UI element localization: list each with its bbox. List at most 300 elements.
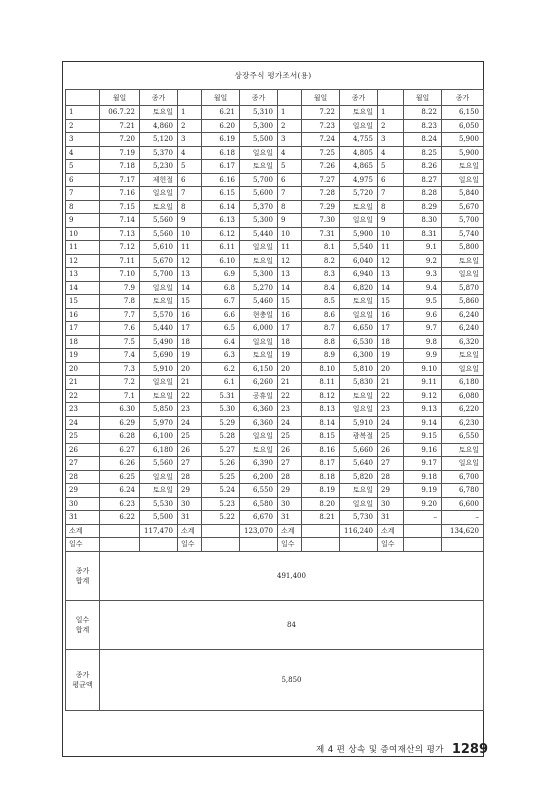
date-cell: 6.18 (202, 146, 240, 160)
days-label: 일수 (178, 538, 202, 552)
page-footer (316, 738, 488, 760)
blank-cell (302, 538, 340, 552)
day-number-cell: 7 (378, 187, 404, 201)
price-cell: 6,300 (340, 349, 378, 363)
day-number-cell: 19 (278, 349, 302, 363)
date-cell: 8.17 (302, 457, 340, 471)
day-number-cell: 20 (178, 362, 202, 376)
price-cell: 5,870 (442, 281, 484, 295)
day-number-cell: 2 (278, 119, 302, 133)
price-cell: 5,970 (140, 416, 178, 430)
day-number-cell: 9 (378, 214, 404, 228)
date-cell: 7.3 (100, 362, 140, 376)
day-number-cell: 15 (278, 295, 302, 309)
day-number-cell: 29 (178, 484, 202, 498)
price-cell: 5,460 (240, 295, 278, 309)
price-cell: 6,260 (240, 376, 278, 390)
date-cell: 6.5 (202, 322, 240, 336)
day-number-cell: 30 (178, 497, 202, 511)
day-number-cell: 20 (278, 362, 302, 376)
subtotal-value: 134,620 (442, 524, 484, 538)
table-row (66, 470, 484, 484)
day-number-cell: 25 (278, 430, 302, 444)
price-cell: 6,390 (240, 457, 278, 471)
day-number-cell: 1 (378, 106, 404, 120)
date-cell: 7.15 (100, 200, 140, 214)
day-number-cell: 30 (66, 497, 100, 511)
day-number-cell: 6 (178, 173, 202, 187)
day-number-cell: 26 (178, 443, 202, 457)
day-number-cell: 8 (278, 200, 302, 214)
date-cell: 8.9 (302, 349, 340, 363)
summary-value: 5,850 (100, 649, 484, 710)
price-cell: 5,570 (140, 308, 178, 322)
date-cell: 8.29 (404, 200, 442, 214)
price-cell: – (442, 511, 484, 525)
table-row (66, 214, 484, 228)
date-cell: 9.11 (404, 376, 442, 390)
date-cell: 7.6 (100, 322, 140, 336)
day-number-cell: 22 (378, 389, 404, 403)
days-label: 일수 (278, 538, 302, 552)
price-cell: 5,910 (340, 416, 378, 430)
date-cell: 5.31 (202, 389, 240, 403)
day-number-cell: 14 (66, 281, 100, 295)
day-number-cell: 11 (378, 241, 404, 255)
header-blank (378, 90, 404, 106)
day-number-cell: 14 (378, 281, 404, 295)
date-cell: 8.4 (302, 281, 340, 295)
price-cell: 일요일 (340, 119, 378, 133)
header-date: 월일 (100, 90, 140, 106)
table-row (66, 241, 484, 255)
date-cell: 9.5 (404, 295, 442, 309)
page-number: 1289 (451, 741, 488, 757)
date-cell: 8.16 (302, 443, 340, 457)
date-cell: 8.23 (404, 119, 442, 133)
header-price: 종가 (240, 90, 278, 106)
day-number-cell: 25 (378, 430, 404, 444)
date-cell: 9.19 (404, 484, 442, 498)
date-cell: 7.23 (302, 119, 340, 133)
date-cell: 6.23 (100, 497, 140, 511)
date-cell: 9.8 (404, 335, 442, 349)
day-number-cell: 3 (178, 133, 202, 147)
day-number-cell: 10 (66, 227, 100, 241)
date-cell: 6.12 (202, 227, 240, 241)
day-number-cell: 17 (278, 322, 302, 336)
blank-cell (302, 524, 340, 538)
table-row (66, 430, 484, 444)
subtotal-label: 소계 (178, 524, 202, 538)
day-number-cell: 25 (178, 430, 202, 444)
price-cell: 6,200 (240, 470, 278, 484)
blank-cell (404, 524, 442, 538)
summary-row (66, 600, 484, 649)
date-cell: 7.21 (100, 119, 140, 133)
price-cell: 6,700 (442, 470, 484, 484)
date-cell: 8.7 (302, 322, 340, 336)
date-cell: 7.24 (302, 133, 340, 147)
table-row (66, 227, 484, 241)
date-cell: 9.17 (404, 457, 442, 471)
table-row (66, 362, 484, 376)
price-cell: 6,670 (240, 511, 278, 525)
day-number-cell: 17 (178, 322, 202, 336)
date-cell: 8.22 (404, 106, 442, 120)
day-number-cell: 24 (66, 416, 100, 430)
day-number-cell: 12 (178, 254, 202, 268)
day-number-cell: 2 (66, 119, 100, 133)
price-cell: 6,820 (340, 281, 378, 295)
day-number-cell: 29 (66, 484, 100, 498)
date-cell: 8.26 (404, 160, 442, 174)
days-label: 일수 (378, 538, 404, 552)
day-number-cell: 14 (178, 281, 202, 295)
price-cell: 6,220 (442, 403, 484, 417)
summary-row (66, 649, 484, 710)
table-row (66, 416, 484, 430)
day-number-cell: 16 (178, 308, 202, 322)
date-cell: 5.28 (202, 430, 240, 444)
subtotal-label: 소계 (66, 524, 100, 538)
price-cell: 현충일 (240, 308, 278, 322)
price-cell: 일요일 (442, 173, 484, 187)
table-row (66, 295, 484, 309)
price-cell: 5,300 (240, 119, 278, 133)
day-number-cell: 29 (378, 484, 404, 498)
date-cell: 6.14 (202, 200, 240, 214)
price-cell: 토요일 (340, 389, 378, 403)
table-row (66, 119, 484, 133)
date-cell: 7.5 (100, 335, 140, 349)
date-cell: 6.21 (202, 106, 240, 120)
day-number-cell: 6 (278, 173, 302, 187)
day-number-cell: 20 (378, 362, 404, 376)
date-cell: 9.10 (404, 362, 442, 376)
date-cell: 7.13 (100, 227, 140, 241)
price-cell: 토요일 (442, 349, 484, 363)
price-cell: 6,180 (140, 443, 178, 457)
date-cell: 5.22 (202, 511, 240, 525)
day-number-cell: 16 (278, 308, 302, 322)
price-cell: 토요일 (340, 106, 378, 120)
table-row (66, 146, 484, 160)
price-cell: 5,230 (140, 160, 178, 174)
summary-label: 일수 합계 (66, 600, 100, 649)
day-number-cell: 6 (378, 173, 404, 187)
day-number-cell: 30 (378, 497, 404, 511)
date-cell: 7.7 (100, 308, 140, 322)
summary-label: 종가 합계 (66, 551, 100, 600)
date-cell: 7.19 (100, 146, 140, 160)
price-cell: 일요일 (442, 362, 484, 376)
blank-cell (442, 538, 484, 552)
date-cell: 8.11 (302, 376, 340, 390)
price-cell: 토요일 (140, 295, 178, 309)
table-row (66, 281, 484, 295)
date-cell: 7.14 (100, 214, 140, 228)
date-cell: 5.25 (202, 470, 240, 484)
day-number-cell: 21 (278, 376, 302, 390)
day-number-cell: 24 (278, 416, 302, 430)
price-cell: 5,560 (140, 214, 178, 228)
header-price: 종가 (140, 90, 178, 106)
date-cell: 8.24 (404, 133, 442, 147)
date-cell: 8.21 (302, 511, 340, 525)
date-cell: 8.13 (302, 403, 340, 417)
day-number-cell: 5 (378, 160, 404, 174)
summary-value: 491,400 (100, 551, 484, 600)
price-cell: 5,120 (140, 133, 178, 147)
day-number-cell: 31 (278, 511, 302, 525)
day-number-cell: 23 (178, 403, 202, 417)
price-cell: 5,700 (442, 214, 484, 228)
price-cell: 6,580 (240, 497, 278, 511)
price-cell: 4,860 (140, 119, 178, 133)
date-cell: 7.4 (100, 349, 140, 363)
price-cell: 토요일 (140, 106, 178, 120)
price-cell: 6,780 (442, 484, 484, 498)
price-cell: 6,180 (442, 376, 484, 390)
price-cell: 6,360 (240, 416, 278, 430)
day-number-cell: 5 (278, 160, 302, 174)
price-cell: 6,360 (240, 403, 278, 417)
day-number-cell: 16 (378, 308, 404, 322)
price-cell: 5,440 (240, 227, 278, 241)
price-cell: 6,240 (442, 308, 484, 322)
day-number-cell: 27 (278, 457, 302, 471)
date-cell: 6.7 (202, 295, 240, 309)
price-cell: 5,270 (240, 281, 278, 295)
day-number-cell: 7 (278, 187, 302, 201)
header-blank (66, 90, 100, 106)
price-cell: 일요일 (340, 497, 378, 511)
day-number-cell: 13 (178, 268, 202, 282)
price-cell: 일요일 (140, 187, 178, 201)
day-number-cell: 9 (178, 214, 202, 228)
price-cell: 토요일 (442, 254, 484, 268)
date-cell: 9.13 (404, 403, 442, 417)
price-cell: 4,755 (340, 133, 378, 147)
day-number-cell: 4 (178, 146, 202, 160)
table-row (66, 133, 484, 147)
date-cell: 5.30 (202, 403, 240, 417)
date-cell: 8.28 (404, 187, 442, 201)
day-number-cell: 6 (66, 173, 100, 187)
price-cell: 일요일 (442, 268, 484, 282)
blank-cell (404, 538, 442, 552)
date-cell: 6.4 (202, 335, 240, 349)
price-cell: 6,150 (240, 362, 278, 376)
date-cell: 6.15 (202, 187, 240, 201)
day-number-cell: 19 (178, 349, 202, 363)
header-date: 월일 (404, 90, 442, 106)
table-row (66, 403, 484, 417)
price-cell: 6,040 (340, 254, 378, 268)
date-cell: 6.22 (100, 511, 140, 525)
price-cell: 5,910 (140, 362, 178, 376)
date-cell: 9.12 (404, 389, 442, 403)
price-cell: 5,500 (140, 511, 178, 525)
price-cell: 일요일 (340, 308, 378, 322)
day-number-cell: 29 (278, 484, 302, 498)
price-cell: 5,800 (442, 241, 484, 255)
price-cell: 5,640 (340, 457, 378, 471)
price-cell: 5,300 (240, 268, 278, 282)
chapter-title: 제 4 편 상속 및 증여재산의 평가 (316, 745, 444, 755)
day-number-cell: 18 (178, 335, 202, 349)
day-number-cell: 1 (66, 106, 100, 120)
date-cell: 06.7.22 (100, 106, 140, 120)
date-cell: 6.19 (202, 133, 240, 147)
price-cell: 6,650 (340, 322, 378, 336)
date-cell: 6.3 (202, 349, 240, 363)
date-cell: 5.23 (202, 497, 240, 511)
date-cell: 6.2 (202, 362, 240, 376)
price-cell: 5,810 (340, 362, 378, 376)
price-cell: 일요일 (340, 403, 378, 417)
date-cell: 8.25 (404, 146, 442, 160)
day-number-cell: 25 (66, 430, 100, 444)
day-number-cell: 24 (378, 416, 404, 430)
day-number-cell: 13 (66, 268, 100, 282)
date-cell: 5.29 (202, 416, 240, 430)
price-cell: 6,230 (442, 416, 484, 430)
day-number-cell: 28 (66, 470, 100, 484)
table-row (66, 254, 484, 268)
date-cell: 7.10 (100, 268, 140, 282)
table-row (66, 200, 484, 214)
date-cell: 7.12 (100, 241, 140, 255)
date-cell: 7.25 (302, 146, 340, 160)
date-cell: 7.18 (100, 160, 140, 174)
subtotal-row (66, 524, 484, 538)
price-cell: 5,700 (240, 173, 278, 187)
day-number-cell: 17 (66, 322, 100, 336)
price-cell: 5,660 (340, 443, 378, 457)
day-number-cell: 1 (178, 106, 202, 120)
date-cell: 7.29 (302, 200, 340, 214)
table-row (66, 160, 484, 174)
day-number-cell: 30 (278, 497, 302, 511)
date-cell: 6.29 (100, 416, 140, 430)
date-cell: 9.9 (404, 349, 442, 363)
table-row (66, 457, 484, 471)
days-row (66, 538, 484, 552)
blank-cell (340, 538, 378, 552)
date-cell: 8.20 (302, 497, 340, 511)
price-cell: 6,550 (240, 484, 278, 498)
price-cell: 5,530 (140, 497, 178, 511)
date-cell: 7.22 (302, 106, 340, 120)
price-cell: 토요일 (340, 200, 378, 214)
price-cell: 토요일 (442, 160, 484, 174)
day-number-cell: 23 (378, 403, 404, 417)
date-cell: 9.2 (404, 254, 442, 268)
blank-cell (140, 538, 178, 552)
date-cell: 8.15 (302, 430, 340, 444)
table-row (66, 187, 484, 201)
date-cell: 8.2 (302, 254, 340, 268)
day-number-cell: 7 (178, 187, 202, 201)
price-cell: 6,050 (442, 119, 484, 133)
day-number-cell: 8 (178, 200, 202, 214)
price-cell: 5,610 (140, 241, 178, 255)
date-cell: 6.20 (202, 119, 240, 133)
price-cell: 5,670 (140, 254, 178, 268)
price-cell: 5,500 (240, 133, 278, 147)
header-blank (278, 90, 302, 106)
price-cell: 광복절 (340, 430, 378, 444)
summary-row (66, 551, 484, 600)
price-cell: 5,740 (442, 227, 484, 241)
price-cell: 일요일 (340, 214, 378, 228)
date-cell: 8.19 (302, 484, 340, 498)
date-cell: 7.30 (302, 214, 340, 228)
day-number-cell: 26 (378, 443, 404, 457)
day-number-cell: 16 (66, 308, 100, 322)
day-number-cell: 3 (378, 133, 404, 147)
date-cell: 9.1 (404, 241, 442, 255)
price-cell: 5,900 (442, 146, 484, 160)
subtotal-label: 소계 (378, 524, 404, 538)
date-cell: 7.11 (100, 254, 140, 268)
table-row (66, 173, 484, 187)
date-cell: 6.6 (202, 308, 240, 322)
day-number-cell: 13 (378, 268, 404, 282)
day-number-cell: 31 (178, 511, 202, 525)
day-number-cell: 8 (66, 200, 100, 214)
date-cell: 7.20 (100, 133, 140, 147)
date-cell: 8.14 (302, 416, 340, 430)
price-cell: 4,805 (340, 146, 378, 160)
day-number-cell: 2 (378, 119, 404, 133)
subtotal-value: 123,070 (240, 524, 278, 538)
date-cell: 8.10 (302, 362, 340, 376)
day-number-cell: 15 (378, 295, 404, 309)
date-cell: 5.26 (202, 457, 240, 471)
date-cell: 7.1 (100, 389, 140, 403)
price-cell: 6,940 (340, 268, 378, 282)
day-number-cell: 18 (378, 335, 404, 349)
date-cell: 7.16 (100, 187, 140, 201)
price-cell: 5,370 (240, 200, 278, 214)
date-cell: 9.18 (404, 470, 442, 484)
header-row (66, 90, 484, 106)
day-number-cell: 8 (378, 200, 404, 214)
date-cell: 6.24 (100, 484, 140, 498)
price-cell: 5,720 (340, 187, 378, 201)
date-cell: 9.14 (404, 416, 442, 430)
day-number-cell: 21 (378, 376, 404, 390)
date-cell: 8.18 (302, 470, 340, 484)
date-cell: 6.26 (100, 457, 140, 471)
price-cell: 5,300 (240, 214, 278, 228)
date-cell: 9.20 (404, 497, 442, 511)
subtotal-value: 116,240 (340, 524, 378, 538)
subtotal-value: 117,470 (140, 524, 178, 538)
day-number-cell: 13 (278, 268, 302, 282)
day-number-cell: 26 (278, 443, 302, 457)
date-cell: 9.7 (404, 322, 442, 336)
table-row (66, 322, 484, 336)
table-row (66, 497, 484, 511)
price-cell: 5,900 (442, 133, 484, 147)
price-cell: 5,730 (340, 511, 378, 525)
day-number-cell: 22 (278, 389, 302, 403)
day-number-cell: 19 (378, 349, 404, 363)
